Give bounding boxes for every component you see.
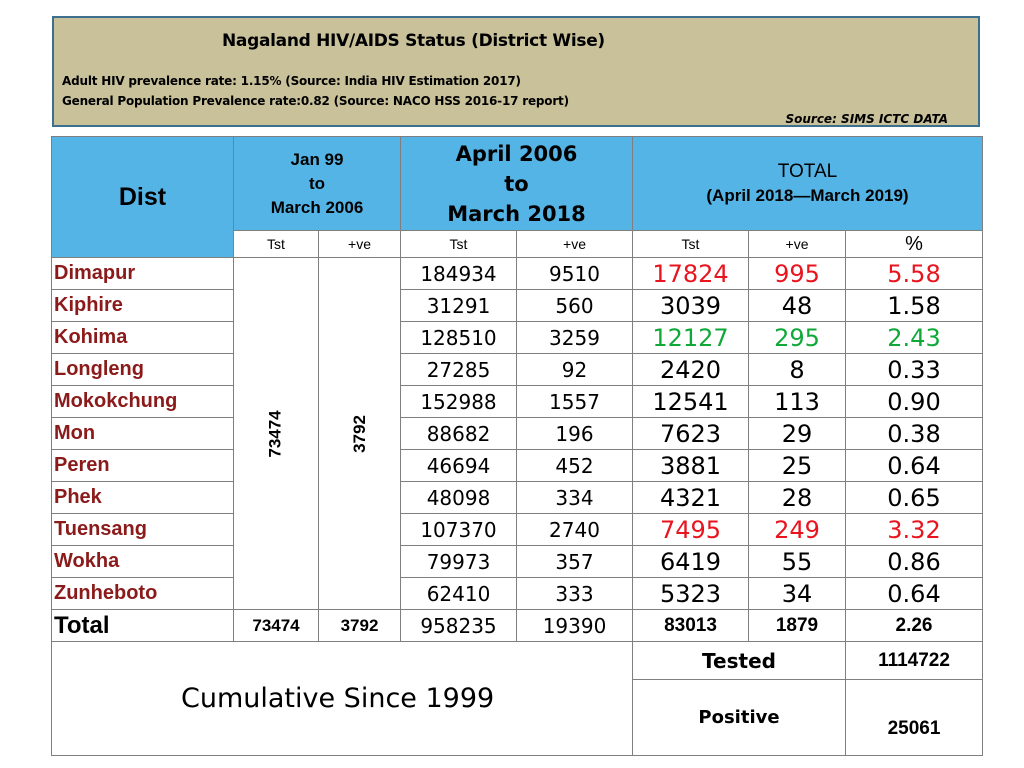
district-name: Wokha: [52, 546, 234, 578]
district-name: Kiphire: [52, 290, 234, 322]
tst-2018-2019: 2420: [633, 354, 749, 386]
total-row: [52, 610, 983, 642]
pos-2006-2018: 196: [517, 418, 633, 450]
pos-2018-2019: 28: [749, 482, 846, 514]
table-row: [52, 386, 983, 418]
pos-2018-2019: 55: [749, 546, 846, 578]
tst-2018-2019: 4321: [633, 482, 749, 514]
pos-2006-2018: 357: [517, 546, 633, 578]
pos-2018-2019: 995: [749, 258, 846, 290]
tst-2018-2019: 17824: [633, 258, 749, 290]
period2-header: April 2006 to March 2018: [401, 137, 633, 231]
table-row: [52, 354, 983, 386]
tst-2018-2019: 3039: [633, 290, 749, 322]
pct-2018-2019: 0.86: [846, 546, 983, 578]
pos-2006-2018: 333: [517, 578, 633, 610]
district-name: Kohima: [52, 322, 234, 354]
general-prevalence-note: General Population Prevalence rate:0.82 (Source: NACO HSS 2016-17 report): [62, 94, 569, 108]
table-row: [52, 514, 983, 546]
table-row: [52, 290, 983, 322]
pct-2018-2019: 0.65: [846, 482, 983, 514]
col-pos-1: +ve: [319, 231, 401, 258]
tst-2006-2018: 128510: [401, 322, 517, 354]
total-pct: 2.26: [846, 610, 983, 642]
total-pos-2: 19390: [517, 610, 633, 642]
period3-header: TOTAL (April 2018—March 2019): [633, 137, 983, 231]
pct-2018-2019: 0.33: [846, 354, 983, 386]
table-row: [52, 546, 983, 578]
cumulative-label-cell: [52, 642, 633, 756]
district-name: Longleng: [52, 354, 234, 386]
district-name: Zunheboto: [52, 578, 234, 610]
table-row: [52, 578, 983, 610]
pct-2018-2019: 1.58: [846, 290, 983, 322]
tst-2006-2018: 46694: [401, 450, 517, 482]
tested-label: Tested: [633, 642, 846, 680]
district-name: Mon: [52, 418, 234, 450]
pct-2018-2019: 2.43: [846, 322, 983, 354]
pos-2006-2018: 9510: [517, 258, 633, 290]
tst-2018-2019: 12541: [633, 386, 749, 418]
tested-value: 1114722: [846, 642, 983, 680]
cumulative-label: Cumulative Since 1999: [181, 683, 495, 714]
period1-header: Jan 99 to March 2006: [234, 137, 401, 231]
pos-2006-2018: 1557: [517, 386, 633, 418]
pos-2018-2019: 249: [749, 514, 846, 546]
header-box: [52, 16, 980, 127]
tst-2006-2018: 48098: [401, 482, 517, 514]
table-row: [52, 450, 983, 482]
pct-2018-2019: 0.38: [846, 418, 983, 450]
col-pos-3: +ve: [749, 231, 846, 258]
pct-2018-2019: 0.90: [846, 386, 983, 418]
dist-header: Dist: [52, 137, 234, 258]
total-label: Total: [52, 610, 234, 642]
district-table: [51, 136, 983, 756]
period1-pos-merged: 3792: [319, 258, 401, 610]
adult-prevalence-note: Adult HIV prevalence rate: 1.15% (Source: India HIV Estimation 2017): [62, 74, 521, 88]
col-pos-2: +ve: [517, 231, 633, 258]
tst-2006-2018: 27285: [401, 354, 517, 386]
district-name: Dimapur: [52, 258, 234, 290]
tst-2006-2018: 184934: [401, 258, 517, 290]
tst-2018-2019: 6419: [633, 546, 749, 578]
table-row: [52, 258, 983, 290]
col-tst-3: Tst: [633, 231, 749, 258]
pos-2018-2019: 8: [749, 354, 846, 386]
pos-2006-2018: 92: [517, 354, 633, 386]
positive-value: 25061: [846, 680, 983, 756]
table-row: [52, 482, 983, 514]
pos-2006-2018: 3259: [517, 322, 633, 354]
col-pct: %: [846, 231, 983, 258]
tst-2018-2019: 7623: [633, 418, 749, 450]
total-pos-1: 3792: [319, 610, 401, 642]
pct-2018-2019: 0.64: [846, 450, 983, 482]
table-row: [52, 418, 983, 450]
tst-2006-2018: 107370: [401, 514, 517, 546]
tst-2006-2018: 31291: [401, 290, 517, 322]
district-rows: [52, 258, 983, 610]
pos-2006-2018: 452: [517, 450, 633, 482]
col-tst-2: Tst: [401, 231, 517, 258]
pos-2018-2019: 113: [749, 386, 846, 418]
pos-2018-2019: 29: [749, 418, 846, 450]
pos-2018-2019: 48: [749, 290, 846, 322]
col-tst-1: Tst: [234, 231, 319, 258]
pct-2018-2019: 5.58: [846, 258, 983, 290]
total-pos-3: 1879: [749, 610, 846, 642]
positive-label: Positive: [633, 680, 846, 756]
tst-2006-2018: 88682: [401, 418, 517, 450]
pos-2018-2019: 34: [749, 578, 846, 610]
pos-2018-2019: 25: [749, 450, 846, 482]
district-name: Peren: [52, 450, 234, 482]
tst-2006-2018: 152988: [401, 386, 517, 418]
pct-2018-2019: 3.32: [846, 514, 983, 546]
tst-2018-2019: 5323: [633, 578, 749, 610]
pos-2006-2018: 334: [517, 482, 633, 514]
district-name: Mokokchung: [52, 386, 234, 418]
total-tst-2: 958235: [401, 610, 517, 642]
period1-tst-merged: 73474: [234, 258, 319, 610]
pos-2006-2018: 560: [517, 290, 633, 322]
district-name: Phek: [52, 482, 234, 514]
tst-2006-2018: 79973: [401, 546, 517, 578]
tst-2006-2018: 62410: [401, 578, 517, 610]
page-title: Nagaland HIV/AIDS Status (District Wise): [222, 31, 605, 51]
tst-2018-2019: 12127: [633, 322, 749, 354]
pos-2018-2019: 295: [749, 322, 846, 354]
source-note: Source: SIMS ICTC DATA: [785, 112, 948, 126]
tst-2018-2019: 3881: [633, 450, 749, 482]
tst-2018-2019: 7495: [633, 514, 749, 546]
pct-2018-2019: 0.64: [846, 578, 983, 610]
pos-2006-2018: 2740: [517, 514, 633, 546]
total-tst-1: 73474: [234, 610, 319, 642]
table-row: [52, 322, 983, 354]
district-name: Tuensang: [52, 514, 234, 546]
total-tst-3: 83013: [633, 610, 749, 642]
